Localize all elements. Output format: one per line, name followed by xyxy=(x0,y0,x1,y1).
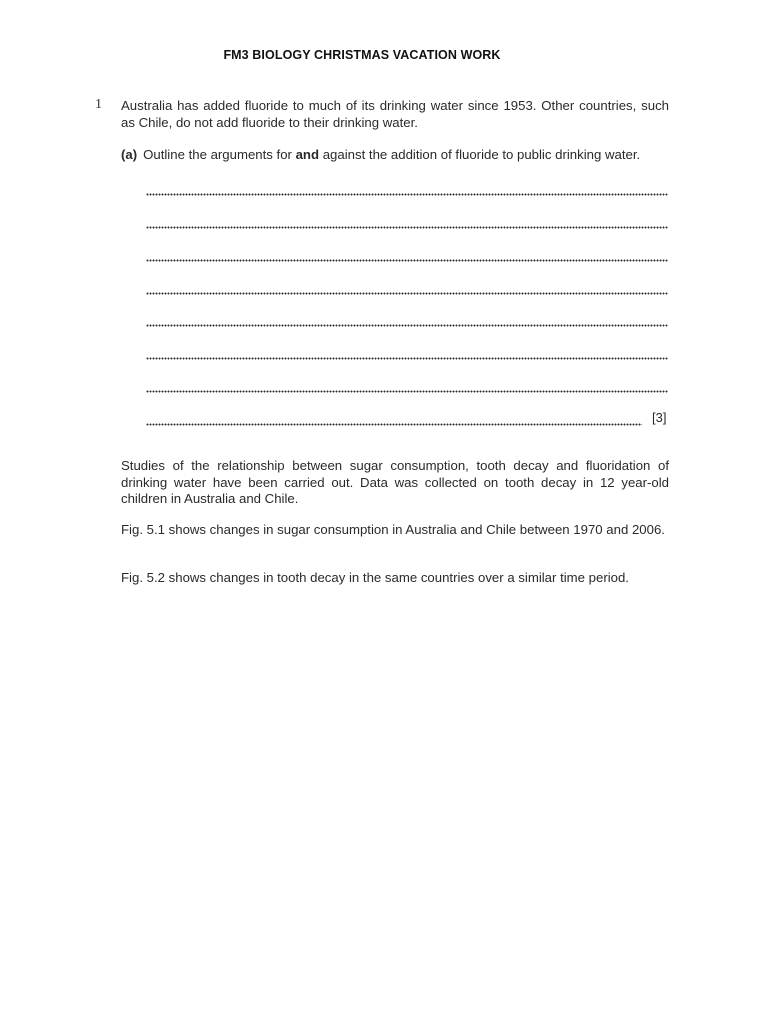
answer-line[interactable] xyxy=(146,357,668,360)
question-number: 1 xyxy=(95,97,102,112)
answer-line[interactable] xyxy=(146,324,668,327)
document-title: FM3 BIOLOGY CHRISTMAS VACATION WORK xyxy=(223,48,501,62)
part-a-label: (a) xyxy=(121,147,138,162)
question-intro: Australia has added fluoride to much of its drinking water since 1953. Other countries, such as Chile, do not add fluoride to their drinking water. xyxy=(121,98,669,130)
fig-5-2-paragraph: Fig. 5.2 shows changes in tooth decay in the same countries over a similar time period. xyxy=(121,570,629,585)
answer-line[interactable] xyxy=(146,259,668,262)
part-a-text-after: against the addition of fluoride to public drinking water. xyxy=(319,147,641,162)
part-a-text-bold: and xyxy=(295,147,320,162)
answer-line[interactable] xyxy=(146,292,668,295)
part-a-prompt xyxy=(121,146,669,163)
study-paragraph: Studies of the relationship between sugar consumption, tooth decay and fluoridation of drinking water have been carried out. Data was collected on tooth decay in 12 year-old children in Australia and Chile. xyxy=(121,458,669,506)
fig-5-1-paragraph: Fig. 5.1 shows changes in sugar consumption in Australia and Chile between 1970 and 2006. xyxy=(121,522,665,537)
answer-line[interactable] xyxy=(146,423,642,426)
part-a-text-before: Outline the arguments for xyxy=(143,147,296,162)
answer-line[interactable] xyxy=(146,193,668,196)
answer-line[interactable] xyxy=(146,390,668,393)
marks-allocation: [3] xyxy=(652,410,667,425)
answer-line[interactable] xyxy=(146,226,668,229)
